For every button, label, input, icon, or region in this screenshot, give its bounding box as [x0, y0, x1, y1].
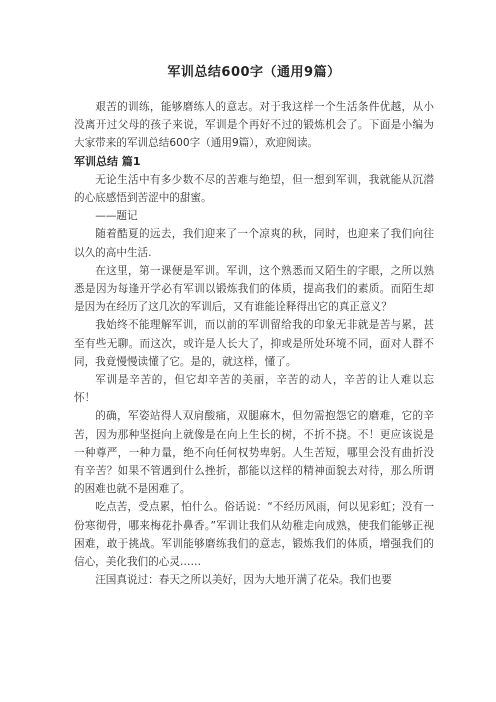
body-paragraph: 无论生活中有多少数不尽的苦难与绝望，但一想到军训，我就能从沉潜的心底感悟到苦涩中的甜蜜。 [74, 173, 434, 205]
body-paragraph: 的确，军姿站得人双肩酸痛，双腿麻木，但勿需抱怨它的磨难，它的辛苦，因为那种坚挺向上就像是在向上生长的树，不折不挠。不！更应该说是一种尊严，一种力量，绝不向任何权势卑躬。人生苦短，哪里会没有曲折没有辛苦？如果不管遇到什么挫折，都能以这样的精神面貌去对待，那么所谓的困难也就不是困难了。 [74, 410, 434, 496]
section-heading: 军训总结 篇1 [74, 154, 141, 168]
body-paragraph: 随着酷夏的远去，我们迎来了一个凉爽的秋，同时，也迎来了我们向往以久的高中生活. [74, 228, 434, 259]
body-paragraph: 汪国真说过：春天之所以美好，因为大地开满了花朵。我们也要 [95, 574, 392, 587]
document-title: 军训总结600字（通用9篇） [167, 65, 341, 80]
body-paragraph: 吃点苦，受点累，怕什么。俗话说：“不经历风雨，何以见彩虹；没有一份寒彻骨，哪来梅花扑鼻香。”军训让我们从幼稚走向成熟，使我们能够正视困难，敢于挑战。军训能够磨练我们的意志，锻炼我们的体质，增强我们的信心，美化我们的心灵…… [74, 501, 434, 569]
body-paragraph: 我始终不能理解军训，而以前的军训留给我的印象无非就是苦与累，甚至有些无聊。而这次，或许是人长大了，抑或是所处环境不同，面对人群不同，我竟慢慢读懂了它。是的，就这样，懂了。 [74, 319, 434, 368]
body-paragraph: 在这里，第一课便是军训。军训，这个熟悉而又陌生的字眼，之所以熟悉是因为每逢开学必有军训以锻炼我们的体质，提高我们的素质。而陌生却是因为在经历了这几次的军训后，又有谁能诠释得出它的真正意义？ [74, 264, 434, 314]
body-paragraph: 军训是辛苦的，但它却辛苦的美丽，辛苦的动人，辛苦的让人难以忘怀！ [74, 374, 434, 405]
intro-paragraph: 艰苦的训练，能够磨练人的意志。对于我这样一个生活条件优越，从小没离开过父母的孩子来说，军训是个再好不过的锻炼机会了。下面是小编为大家带来的军训总结600字（通用9篇），欢迎阅读。 [74, 101, 434, 150]
epigraph-attribution: ——题记 [95, 210, 138, 223]
